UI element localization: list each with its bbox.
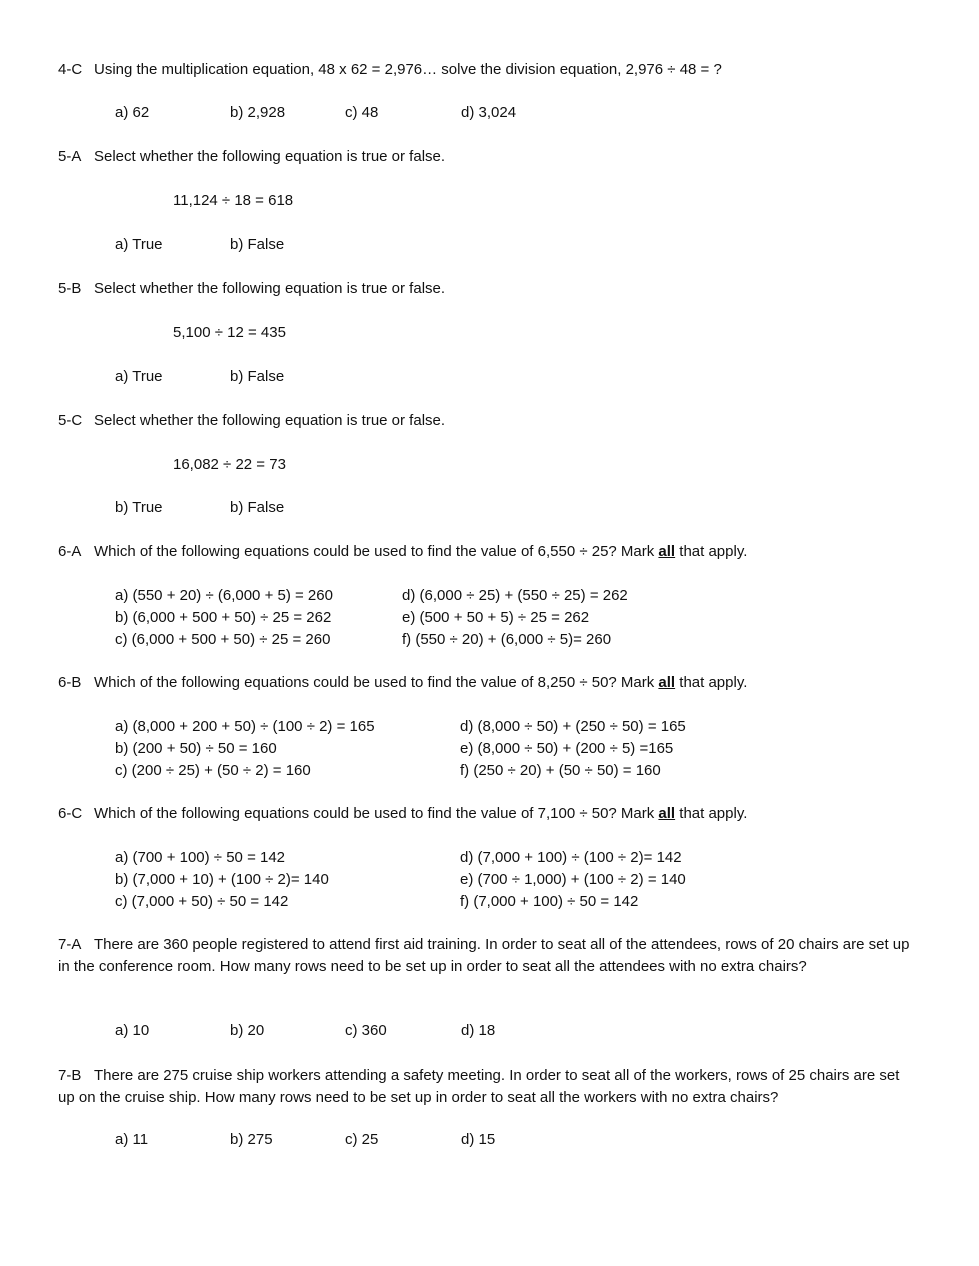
option-d[interactable]: d) 18	[461, 1022, 496, 1039]
question-text: Using the multiplication equation, 48 x 62 = 2,976… solve the division equation, 2,976 ÷ 48 = ?	[94, 61, 722, 78]
option-b[interactable]: b) False	[230, 236, 285, 253]
question-text: Which of the following equations could be used to find the value of 7,100 ÷ 50? Mark	[94, 805, 659, 822]
question-text-end: that apply.	[675, 674, 748, 691]
question-text: Which of the following equations could be used to find the value of 8,250 ÷ 50? Mark	[94, 674, 659, 691]
option-a[interactable]: a) 11	[115, 1131, 149, 1148]
option-e[interactable]: e) (500 + 50 + 5) ÷ 25 = 262	[402, 609, 590, 626]
option-a[interactable]: a) (8,000 + 200 + 50) ÷ (100 ÷ 2) = 165	[115, 718, 375, 735]
option-b[interactable]: b) False	[230, 499, 285, 516]
option-f[interactable]: f) (7,000 + 100) ÷ 50 = 142	[460, 893, 639, 910]
option-c[interactable]: c) (6,000 + 500 + 50) ÷ 25 = 260	[115, 631, 331, 648]
question-label: 6-C	[58, 805, 83, 822]
question-7a	[58, 934, 918, 977]
question-label: 7-B	[58, 1067, 82, 1084]
question-label: 5-B	[58, 280, 82, 297]
option-f[interactable]: f) (250 ÷ 20) + (50 ÷ 50) = 160	[460, 762, 661, 779]
option-c[interactable]: c) 25	[345, 1131, 379, 1148]
option-a[interactable]: b) True	[115, 499, 163, 516]
emphasis-all: all	[658, 674, 676, 691]
question-label: 5-A	[58, 148, 82, 165]
question-text: Select whether the following equation is true or false.	[94, 148, 446, 165]
option-a[interactable]: a) (700 + 100) ÷ 50 = 142	[115, 849, 286, 866]
option-a[interactable]: a) (550 + 20) ÷ (6,000 + 5) = 260	[115, 587, 333, 604]
option-b[interactable]: b) 275	[230, 1131, 273, 1148]
option-a[interactable]: a) 10	[115, 1022, 150, 1039]
question-label: 5-C	[58, 412, 83, 429]
option-b[interactable]: b) 2,928	[230, 104, 286, 121]
equation: 5,100 ÷ 12 = 435	[173, 324, 286, 341]
option-c[interactable]: c) (7,000 + 50) ÷ 50 = 142	[115, 893, 289, 910]
question-4c	[58, 60, 722, 80]
option-a[interactable]: a) True	[115, 368, 163, 385]
question-text: There are 360 people registered to attend first aid training. In order to seat all of the attendees, rows of 20 chairs are set up in the conference room. How many rows need to be set up in order to seat all the attendees with no extra chairs?	[58, 936, 910, 975]
question-text: Select whether the following equation is true or false.	[94, 412, 446, 429]
question-5b	[58, 279, 445, 299]
question-text: Which of the following equations could be used to find the value of 6,550 ÷ 25? Mark	[94, 543, 659, 560]
option-b[interactable]: b) False	[230, 368, 285, 385]
option-d[interactable]: d) (8,000 ÷ 50) + (250 ÷ 50) = 165	[460, 718, 686, 735]
emphasis-all: all	[658, 543, 676, 560]
question-label: 6-B	[58, 674, 82, 691]
question-7b	[58, 1065, 918, 1108]
question-label: 4-C	[58, 61, 83, 78]
option-a[interactable]: a) 62	[115, 104, 150, 121]
option-c[interactable]: c) 360	[345, 1022, 387, 1039]
question-6b	[58, 673, 747, 693]
question-label: 6-A	[58, 543, 82, 560]
question-text: There are 275 cruise ship workers attending a safety meeting. In order to seat all of the workers, rows of 25 chairs are set up on the cruise ship. How many rows need to be set up in order to seat all the workers with no extra chairs?	[58, 1067, 900, 1106]
option-d[interactable]: d) (6,000 ÷ 25) + (550 ÷ 25) = 262	[402, 587, 628, 604]
equation: 11,124 ÷ 18 = 618	[173, 192, 294, 209]
option-c[interactable]: c) (200 ÷ 25) + (50 ÷ 2) = 160	[115, 762, 311, 779]
option-e[interactable]: e) (700 ÷ 1,000) + (100 ÷ 2) = 140	[460, 871, 686, 888]
question-5a	[58, 147, 445, 167]
option-d[interactable]: d) 3,024	[461, 104, 517, 121]
option-b[interactable]: b) (7,000 + 10) + (100 ÷ 2)= 140	[115, 871, 329, 888]
emphasis-all: all	[658, 805, 676, 822]
equation: 16,082 ÷ 22 = 73	[173, 456, 286, 473]
option-c[interactable]: c) 48	[345, 104, 379, 121]
option-b[interactable]: b) (200 + 50) ÷ 50 = 160	[115, 740, 277, 757]
question-label: 7-A	[58, 936, 82, 953]
option-b[interactable]: b) (6,000 + 500 + 50) ÷ 25 = 262	[115, 609, 332, 626]
option-f[interactable]: f) (550 ÷ 20) + (6,000 ÷ 5)= 260	[402, 631, 612, 648]
option-e[interactable]: e) (8,000 ÷ 50) + (200 ÷ 5) =165	[460, 740, 674, 757]
question-6a	[58, 542, 747, 562]
question-text-end: that apply.	[675, 543, 748, 560]
question-text: Select whether the following equation is true or false.	[94, 280, 446, 297]
option-d[interactable]: d) 15	[461, 1131, 496, 1148]
question-5c	[58, 411, 445, 431]
question-text-end: that apply.	[675, 805, 748, 822]
option-b[interactable]: b) 20	[230, 1022, 265, 1039]
option-a[interactable]: a) True	[115, 236, 163, 253]
option-d[interactable]: d) (7,000 + 100) ÷ (100 ÷ 2)= 142	[460, 849, 682, 866]
question-6c	[58, 804, 747, 824]
